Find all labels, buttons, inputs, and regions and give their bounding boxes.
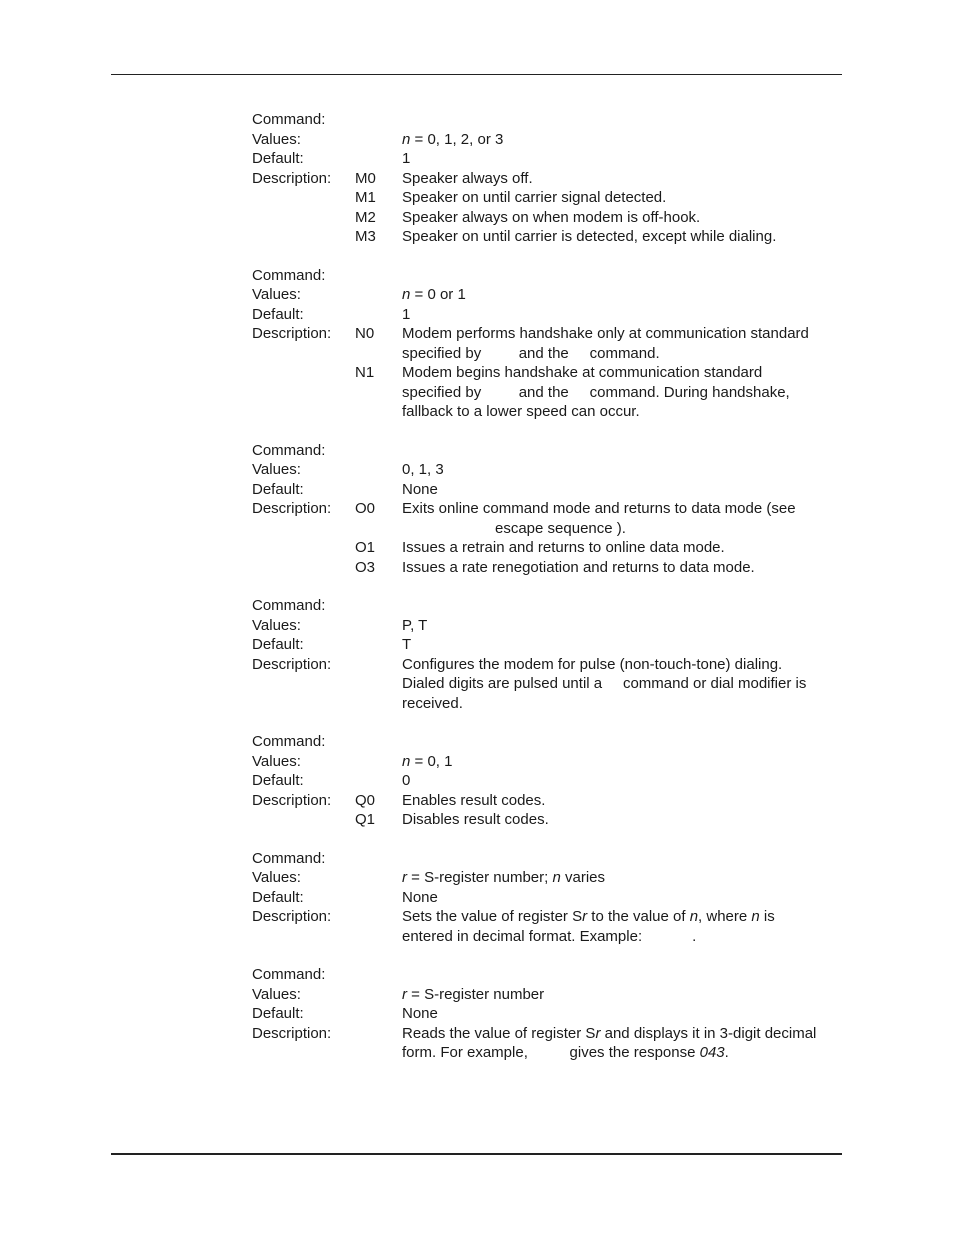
entry-row xyxy=(252,441,852,461)
field-label-default: Default: xyxy=(252,150,304,167)
field-label-description: Description: xyxy=(252,791,332,809)
field-label-command: Command: xyxy=(252,266,326,284)
entry-row xyxy=(252,110,852,130)
option-code: M2 xyxy=(355,208,376,226)
field-label-values: Values: xyxy=(252,286,301,303)
description-text: specified by and the command. During handshake, xyxy=(402,383,790,401)
entry-row xyxy=(252,227,852,247)
entry-row xyxy=(252,732,852,752)
entry-row xyxy=(252,188,852,208)
description-text: Speaker always on when modem is off-hook. xyxy=(402,208,701,226)
entry-row xyxy=(252,752,852,772)
entry-row xyxy=(252,480,852,500)
description-text: entered in decimal format. Example: . xyxy=(402,927,697,945)
field-label-command: Command: xyxy=(252,597,326,614)
top-rule xyxy=(111,74,842,75)
description-text: Enables result codes. xyxy=(402,791,546,809)
option-code: O0 xyxy=(355,500,376,517)
option-code: O1 xyxy=(355,539,376,556)
field-label-values: Values: xyxy=(252,985,301,1003)
command-block xyxy=(252,441,852,578)
entry-row xyxy=(252,965,852,985)
description-text: fallback to a lower speed can occur. xyxy=(402,403,640,420)
entry-row xyxy=(252,149,852,169)
field-label-command: Command: xyxy=(252,441,326,459)
entry-row xyxy=(252,363,852,383)
default-value: None xyxy=(402,888,438,906)
entry-row xyxy=(252,868,852,888)
field-label-values: Values: xyxy=(252,130,301,148)
entry-row xyxy=(252,888,852,908)
command-block xyxy=(252,732,852,830)
description-text: Speaker on until carrier is detected, except while dialing. xyxy=(402,228,777,245)
entry-row xyxy=(252,558,852,578)
default-value: 0 xyxy=(402,772,411,789)
entry-row xyxy=(252,169,852,189)
field-label-default: Default: xyxy=(252,480,304,498)
field-label-command: Command: xyxy=(252,849,326,867)
values-text: 0, 1, 3 xyxy=(402,461,444,478)
field-label-command: Command: xyxy=(252,733,326,750)
entry-row xyxy=(252,771,852,791)
field-label-command: Command: xyxy=(252,966,326,983)
default-value: T xyxy=(402,636,412,653)
values-text: n = 0 or 1 xyxy=(402,286,466,303)
field-label-description: Description: xyxy=(252,655,332,673)
description-text: specified by and the command. xyxy=(402,344,660,362)
option-code: M3 xyxy=(355,228,376,245)
entry-row xyxy=(252,694,852,714)
field-label-description: Description: xyxy=(252,169,332,187)
field-label-default: Default: xyxy=(252,636,304,653)
entry-row xyxy=(252,538,852,558)
entry-row xyxy=(252,849,852,869)
values-text: P, T xyxy=(402,616,428,634)
entry-row xyxy=(252,1024,852,1044)
description-text: escape sequence ). xyxy=(495,519,626,537)
default-value: None xyxy=(402,480,438,498)
entry-row xyxy=(252,985,852,1005)
values-text: r = S-register number xyxy=(402,985,545,1003)
command-block xyxy=(252,849,852,947)
description-text: Speaker always off. xyxy=(402,169,533,187)
entry-row xyxy=(252,616,852,636)
field-label-default: Default: xyxy=(252,888,304,906)
description-text: form. For example, gives the response 043. xyxy=(402,1044,729,1061)
default-value: None xyxy=(402,1005,438,1022)
description-text: Exits online command mode and returns to data mode (see xyxy=(402,500,796,517)
description-text: Sets the value of register Sr to the value of n, where n is xyxy=(402,908,775,925)
values-text: n = 0, 1, 2, or 3 xyxy=(402,130,504,148)
entry-row xyxy=(252,907,852,927)
field-label-values: Values: xyxy=(252,869,301,886)
description-text: Dialed digits are pulsed until a command or dial modifier is xyxy=(402,675,807,692)
entry-row xyxy=(252,1004,852,1024)
entry-row xyxy=(252,460,852,480)
entry-row xyxy=(252,402,852,422)
field-label-default: Default: xyxy=(252,305,304,323)
command-block xyxy=(252,596,852,713)
entry-row xyxy=(252,519,852,539)
entry-row xyxy=(252,499,852,519)
description-text: Modem begins handshake at communication standard xyxy=(402,364,763,381)
description-text: Disables result codes. xyxy=(402,811,549,828)
description-text: Issues a retrain and returns to online data mode. xyxy=(402,539,725,556)
entry-row xyxy=(252,655,852,675)
field-label-description: Description: xyxy=(252,1024,332,1042)
entry-row xyxy=(252,927,852,947)
entry-row xyxy=(252,305,852,325)
entry-row xyxy=(252,383,852,403)
field-label-values: Values: xyxy=(252,616,301,634)
option-code: Q0 xyxy=(355,791,376,809)
command-block xyxy=(252,110,852,247)
description-text: Issues a rate renegotiation and returns to data mode. xyxy=(402,558,755,576)
option-code: M1 xyxy=(355,189,376,206)
field-label-command: Command: xyxy=(252,111,326,128)
command-block xyxy=(252,965,852,1063)
description-text: received. xyxy=(402,694,463,712)
description-text: Reads the value of register Sr and displays it in 3-digit decimal xyxy=(402,1024,817,1042)
entry-row xyxy=(252,130,852,150)
bottom-rule xyxy=(111,1153,842,1155)
entry-row xyxy=(252,266,852,286)
command-reference-list xyxy=(252,110,852,1082)
entry-row xyxy=(252,596,852,616)
default-value: 1 xyxy=(402,305,411,323)
description-text: Speaker on until carrier signal detected. xyxy=(402,189,667,206)
description-text: Modem performs handshake only at communication standard xyxy=(402,325,809,342)
entry-row xyxy=(252,324,852,344)
entry-row xyxy=(252,635,852,655)
field-label-default: Default: xyxy=(252,1005,304,1022)
entry-row xyxy=(252,1043,852,1063)
option-code: N0 xyxy=(355,325,375,342)
description-text: Configures the modem for pulse (non-touch-tone) dialing. xyxy=(402,655,783,673)
field-label-values: Values: xyxy=(252,752,301,770)
default-value: 1 xyxy=(402,150,411,167)
field-label-description: Description: xyxy=(252,908,332,925)
entry-row xyxy=(252,285,852,305)
entry-row xyxy=(252,674,852,694)
option-code: N1 xyxy=(355,364,375,381)
entry-row xyxy=(252,791,852,811)
command-block xyxy=(252,266,852,422)
entry-row xyxy=(252,810,852,830)
entry-row xyxy=(252,208,852,228)
option-code: M0 xyxy=(355,169,376,187)
option-code: Q1 xyxy=(355,811,376,828)
values-text: n = 0, 1 xyxy=(402,752,453,770)
option-code: O3 xyxy=(355,558,376,576)
entry-row xyxy=(252,344,852,364)
field-label-default: Default: xyxy=(252,772,304,789)
field-label-description: Description: xyxy=(252,325,332,342)
field-label-values: Values: xyxy=(252,461,301,478)
field-label-description: Description: xyxy=(252,500,332,517)
values-text: r = S-register number; n varies xyxy=(402,869,606,886)
